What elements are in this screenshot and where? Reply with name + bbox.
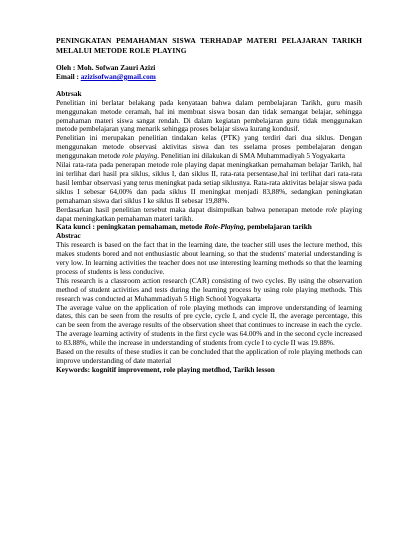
document-page: [56, 36, 362, 375]
abstrak-paragraph-4: [56, 206, 362, 224]
abstrak-heading: Abtrsak: [56, 88, 82, 98]
abstrak-paragraph-3: Nilai rata-rata pada penerapan metode role playing dapat meningkatkan pemahaman belajar Tarikh, hal ini terlihat dari hasil pra siklus, siklus I, dan siklus II, rata-rata persentase,hal ini terlihat dari rata-rata hasil lembar observasi yang terus meningkat pada setiap siklusnya. Rata-rata aktivitas belajar siswa pada siklus I sebesar 64,00% dan pada siklus II meningkat menjadi 83,88%, sedangkan peningkatan pemahaman siswa dari siklus I ke siklus II sebesar 19,88%.: [56, 160, 362, 205]
email-label: Email :: [56, 71, 81, 81]
abstract-heading: Abstrac: [56, 231, 81, 241]
kata-kunci-rest: , pembelajaran tarikh: [243, 222, 312, 232]
abstract-paragraph-2: This research is a classroom action research (CAR) consisting of two cycles. By using the observation method of student activities and tests during the learning process by using role playing methods. This research was conducted at Muhammadiyah 5 High School Yogyakarta: [56, 275, 362, 303]
author-label: Oleh :: [56, 63, 78, 72]
abstrak-paragraph-2: [56, 134, 362, 161]
abstrak-p2-text-a: Penelitian ini merupakan penelitian tindakan kelas (PTK) yang terdiri dari dua siklus. Dengan menggunakan metode observasi aktivitas siswa dan tes sselama proses pembelajaran dengan menggunakan metode: [56, 133, 362, 161]
keywords-line: Keywords: kognitif improvement, role playing metdhod, Tarikh lesson: [56, 364, 275, 374]
abstrak-p4-emphasis: role: [325, 204, 338, 214]
email-link[interactable]: azizisofwan@gmail.com: [80, 71, 156, 81]
abstract-paragraph-1: This research is based on the fact that in the learning date, the teacher still uses the lecture method, this makes students bored and not enthusiastic about learning, so that the students' material understanding is very low. In learning activities the teacher does not use interesting learning methods so that the learning process of students is less conducive.: [56, 240, 362, 276]
paper-title: PENINGKATAN PEMAHAMAN SISWA TERHADAP MATERI PELAJARAN TARIKH MELALUI METODE ROLE PLAYING: [56, 36, 362, 55]
abstract-paragraph-3: The average value on the application of role playing methods can improve understanding of learning dates, this can be seen from the results of pre cycle, cycle I, and cycle II, the average percentage, this can be seen from the average results of the observation sheet that continues to increase in each the cycle. The average learning activity of students in the first cycle was 64.00% and in the second cycle increased to 83.88%, while the increase in understanding of students from cycle I to cycle II was 19.88%.: [56, 302, 362, 348]
abstrak-paragraph-1: Penelitian ini berlatar belakang pada kenyataan bahwa dalam pembelajaran Tarikh, guru masih menggunakan metode ceramah, hal ini membuat siswa bosan dan tidak semangat belajar, sehingga pemahaman materi siswa sangat rendah. Di dalam kegiatan pembelajaran guru tidak menggunakan metode pembelajaran yang menarik sehingga proses belajar siswa kurang kondusif.: [56, 97, 362, 134]
kata-kunci-label: Kata kunci : peningkatan pemahaman, metode: [56, 222, 205, 232]
abstrak-p2-emphasis: role playing: [122, 151, 158, 161]
author-name: Moh. Sofwan Zauri Azizi: [77, 63, 156, 72]
kata-kunci-emphasis: Role-Playing: [204, 222, 244, 232]
email-line: [56, 73, 362, 82]
abstrak-p2-text-b: . Penelitian ini dilakukan di SMA Muhammadiyah 5 Yogyakarta: [157, 151, 345, 161]
kata-kunci-line: [56, 223, 362, 232]
abstrak-p4-text-b: playing dapat meningkatkan pemahaman materi tarikh.: [56, 204, 362, 223]
abstract-paragraph-4: Based on the results of these studies it can be concluded that the application of role playing methods can improve understanding of date material: [56, 347, 362, 365]
abstrak-p4-text-a: Berdasarkan hasil penelitian tersebut maka dapat disimpulkan bahwa penerapan metode: [56, 204, 326, 214]
